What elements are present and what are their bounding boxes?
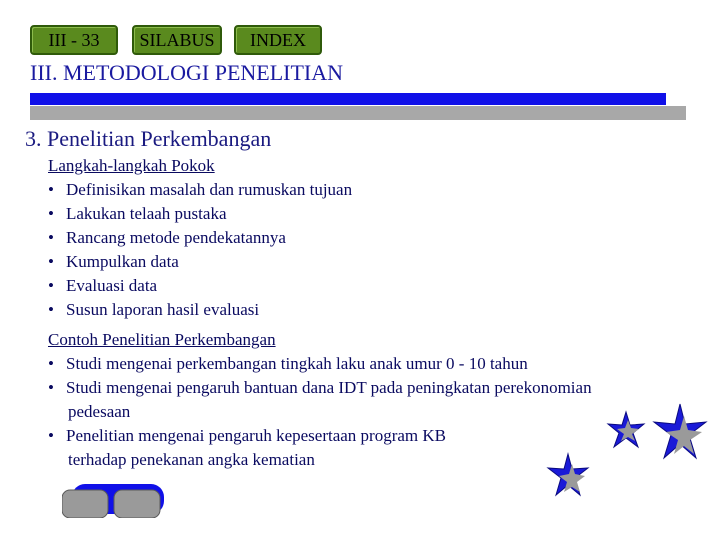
list-item <box>48 178 352 202</box>
list-item <box>48 352 592 376</box>
title-underline-gray <box>30 106 686 120</box>
section-title: 3. Penelitian Perkembangan <box>25 126 272 151</box>
step-text: Evaluasi data <box>66 276 158 295</box>
silabus-button[interactable]: SILABUS <box>132 25 222 55</box>
list-item-continuation <box>48 448 592 472</box>
example-text-continuation: terhadap penekanan angka kematian <box>68 450 315 469</box>
bullet: • <box>48 354 54 373</box>
bullet: • <box>48 378 54 397</box>
list-item <box>48 250 352 274</box>
step-text: Rancang metode pendekatannya <box>66 228 286 247</box>
example-text: Penelitian mengenai pengaruh kepesertaan program KB <box>66 426 447 445</box>
steps-heading: Langkah-langkah Pokok <box>48 156 215 175</box>
list-item <box>48 274 352 298</box>
bullet: • <box>48 252 54 271</box>
page-title: III. METODOLOGI PENELITIAN <box>30 60 344 85</box>
examples-list <box>48 352 592 472</box>
list-item <box>48 424 592 448</box>
bullet: • <box>48 300 54 319</box>
index-button[interactable]: INDEX <box>234 25 322 55</box>
title-underline-blue <box>30 93 666 105</box>
star-icon <box>606 410 646 450</box>
slide-number-button[interactable]: III - 33 <box>30 25 118 55</box>
step-text: Susun laporan hasil evaluasi <box>66 300 260 319</box>
star-icon <box>545 452 591 498</box>
list-item <box>48 202 352 226</box>
bullet: • <box>48 204 54 223</box>
step-text: Lakukan telaah pustaka <box>66 204 227 223</box>
example-text-continuation: pedesaan <box>68 402 131 421</box>
steps-list <box>48 178 352 322</box>
bullet: • <box>48 276 54 295</box>
example-text: Studi mengenai pengaruh bantuan dana IDT pada peningkatan perekonomian <box>66 378 592 397</box>
list-item <box>48 376 592 400</box>
bullet: • <box>48 180 54 199</box>
step-text: Definisikan masalah dan rumuskan tujuan <box>66 180 353 199</box>
bullet: • <box>48 228 54 247</box>
examples-heading: Contoh Penelitian Perkembangan <box>48 330 276 349</box>
home-button-icon[interactable] <box>62 484 164 518</box>
star-icon <box>652 402 708 462</box>
bullet: • <box>48 426 54 445</box>
list-item <box>48 226 352 250</box>
list-item-continuation <box>48 400 592 424</box>
list-item <box>48 298 352 322</box>
step-text: Kumpulkan data <box>66 252 179 271</box>
example-text: Studi mengenai perkembangan tingkah laku anak umur 0 - 10 tahun <box>66 354 528 373</box>
